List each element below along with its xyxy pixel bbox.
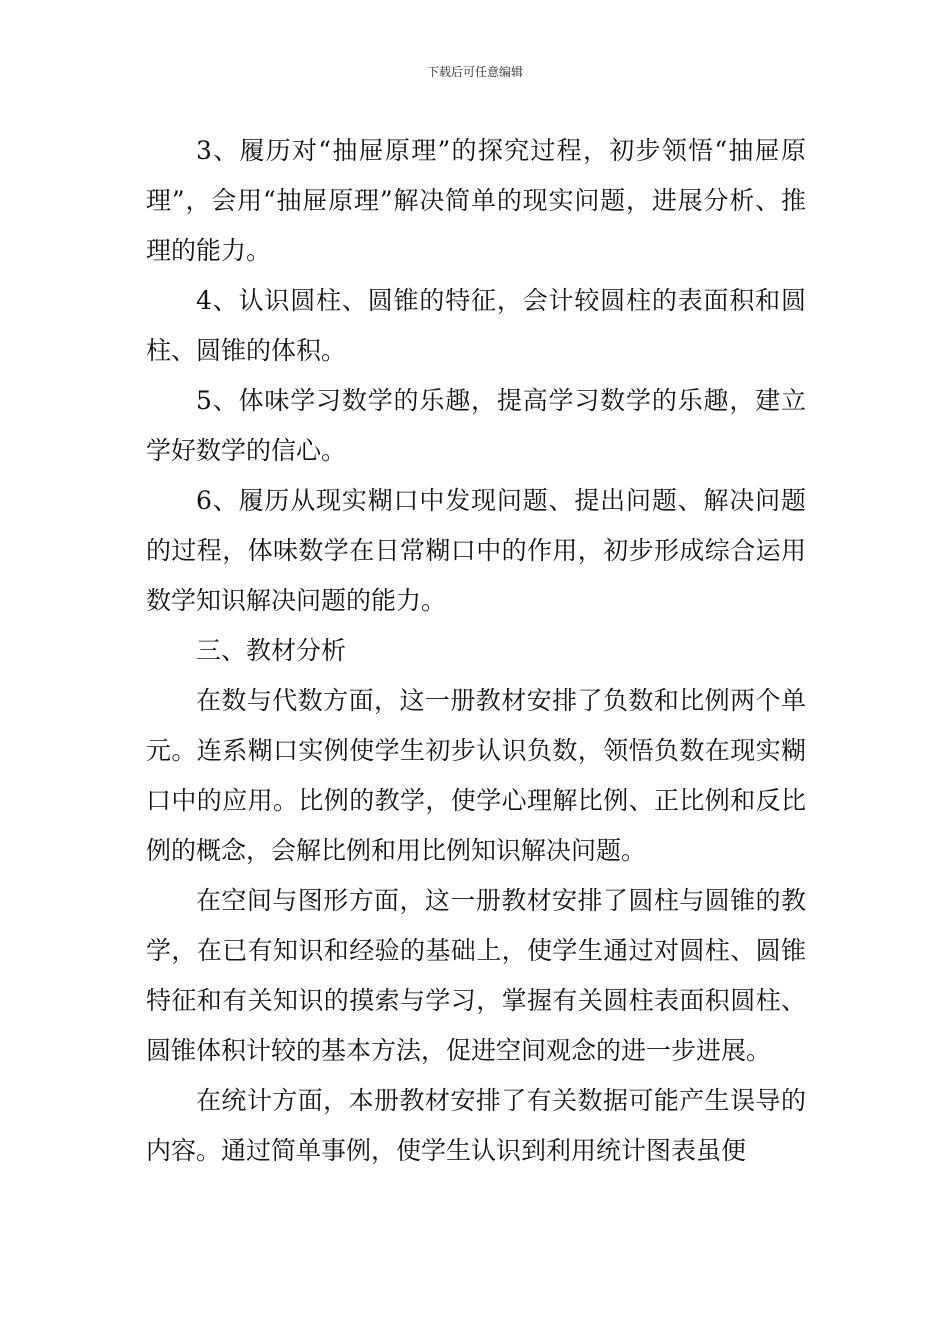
page-header: 下载后可任意编辑 (426, 65, 523, 79)
paragraph-space-shapes: 在空间与图形方面，这一册教材安排了圆柱与圆锥的教学，在已有知识和经验的基础上，使学生通过对圆柱、圆锥特征和有关知识的摸索与学习，掌握有关圆柱表面积圆柱、圆锥体积计较的基本方法，促进空间观念的进一步进展。 (146, 886, 806, 1065)
paragraph-statistics: 在统计方面，本册教材安排了有关数据可能产生误导的内容。通过简单事例，使学生认识到利用统计图表虽便 (146, 1086, 806, 1165)
paragraph-objective-4: 4、认识圆柱、圆锥的特征，会计较圆柱的表面积和圆柱、圆锥的体积。 (146, 286, 806, 365)
paragraph-objective-3: 3、履历对“抽屉原理”的探究过程，初步领悟“抽屉原理”，会用“抽屉原理”解决简单的现实问题，进展分析、推理的能力。 (146, 136, 806, 265)
paragraph-numbers-algebra: 在数与代数方面，这一册教材安排了负数和比例两个单元。连系糊口实例使学生初步认识负数，领悟负数在现实糊口中的应用。比例的教学，使学心理解比例、正比例和反比例的概念，会解比例和用比例知识解决问题。 (146, 686, 806, 865)
paragraph-objective-6: 6、履历从现实糊口中发现问题、提出问题、解决问题的过程，体味数学在日常糊口中的作用，初步形成综合运用数学知识解决问题的能力。 (146, 486, 806, 615)
section-heading-textbook-analysis: 三、教材分析 (196, 636, 347, 665)
document-body (146, 126, 806, 1176)
paragraph-objective-5: 5、体味学习数学的乐趣，提高学习数学的乐趣，建立学好数学的信心。 (146, 386, 806, 465)
